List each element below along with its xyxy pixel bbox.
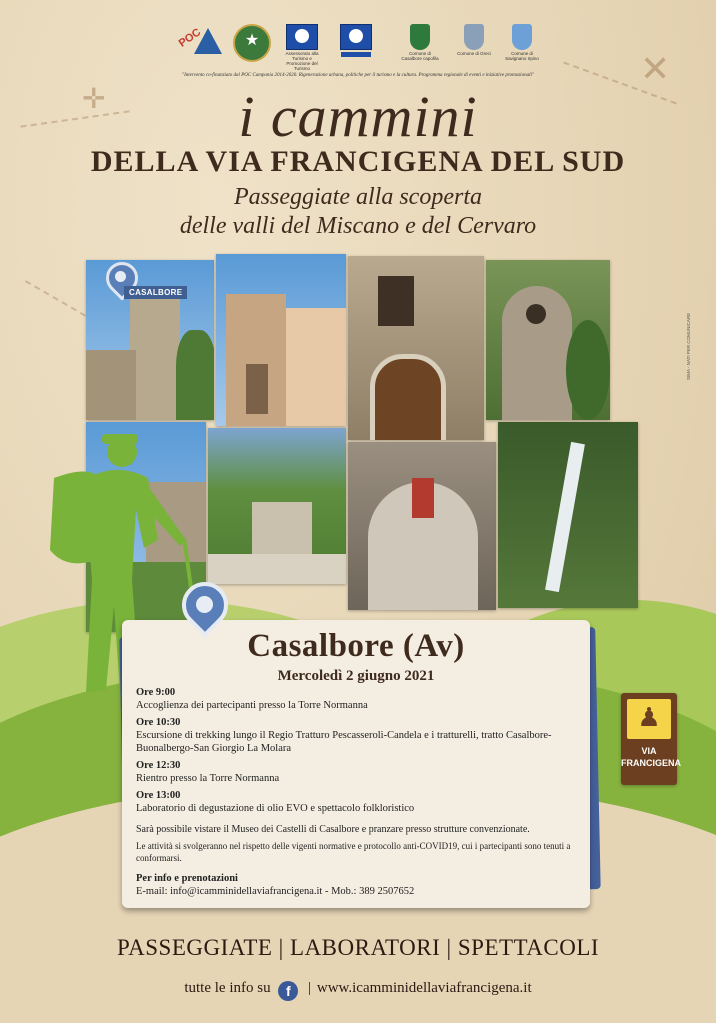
schedule-desc-3: Rientro presso la Torre Normanna bbox=[136, 773, 280, 784]
info-prefix: tutte le info su bbox=[184, 980, 271, 996]
activities-line: PASSEGGIATE | LABORATORI | SPETTACOLI bbox=[116, 935, 600, 960]
badge-label: VIA FRANCIGENA bbox=[621, 746, 681, 768]
photo-grotta-santuario bbox=[348, 442, 496, 610]
via-francigena-badge bbox=[621, 693, 681, 785]
tagline-line-2: delle valli del Miscano e del Cervaro bbox=[179, 213, 537, 239]
comune-savignano-stemma: Comune di Savignano Irpino bbox=[502, 24, 542, 62]
schedule-time-1: Ore 9:00 bbox=[136, 687, 176, 698]
comune-casalbore-stemma: Comune di Casalbore capofila bbox=[400, 24, 440, 62]
photo-chiesetta bbox=[486, 260, 610, 420]
schedule-desc-1: Accoglienza dei partecipanti presso la Torre Normanna bbox=[136, 700, 368, 711]
website-link[interactable]: www.icamminidellaviafrancigena.it bbox=[316, 980, 532, 996]
event-date: Mercoledì 2 giugno 2021 bbox=[277, 668, 435, 684]
footer-divider: | bbox=[308, 980, 312, 996]
location-tag: CASALBORE bbox=[124, 286, 187, 299]
info-heading: Per info e prenotazioni bbox=[136, 873, 238, 884]
photo-fontana bbox=[208, 428, 346, 584]
facebook-icon[interactable]: f bbox=[278, 981, 298, 1001]
x-mark-icon: ✕ bbox=[640, 48, 671, 89]
footer-info bbox=[0, 980, 716, 1001]
covid-note: Le attività si svolgeranno nel rispetto delle vigenti normative e protocollo anti-COVID19, cui i partecipanti sono tenuti a conformarsi. bbox=[136, 841, 571, 863]
repubblica-emblem-icon bbox=[232, 24, 272, 64]
photo-portale bbox=[348, 256, 484, 440]
event-place: Casalbore (Av) bbox=[247, 628, 465, 664]
poc-campania-logo: POC bbox=[172, 24, 224, 66]
credit-text: SIMA - NATI PER COMUNICARE bbox=[686, 312, 691, 380]
map-pin-icon bbox=[182, 582, 228, 628]
museum-note: Sarà possibile vistare il Museo dei Castelli di Casalbore e pranzare presso strutture convenzionate. bbox=[136, 824, 530, 835]
schedule-desc-2: Escursione di trekking lungo il Regio Tratturo Pescasseroli-Candela e i tratturelli, tratto Casalbore-Buonalbergo-San Giorgio La Molara bbox=[136, 730, 552, 754]
regione-campania-logo-1: Assessorato alla Turismo e Promozione del Turismo bbox=[282, 24, 322, 72]
funding-line: "Intervento co-finanziato dal POC Campania 2014-2020. Rigenerazione urbana, politiche per il turismo e la cultura. Programma regionale di eventi e iniziative promozionali" bbox=[182, 73, 534, 78]
event-program bbox=[136, 686, 582, 898]
schedule-time-3: Ore 12:30 bbox=[136, 760, 181, 771]
tagline bbox=[0, 183, 716, 241]
sponsor-logos bbox=[0, 10, 716, 80]
photo-palazzo bbox=[216, 254, 346, 426]
comune-greci-stemma: Comune di Greci bbox=[454, 24, 494, 57]
sub-title: DELLA VIA FRANCIGENA DEL SUD bbox=[90, 145, 626, 178]
tagline-line-1: Passeggiate alla scoperta bbox=[234, 184, 482, 210]
contact-line: E-mail: info@icamminidellaviafrancigena.it - Mob.: 389 2507652 bbox=[136, 886, 415, 897]
main-title: i cammini bbox=[238, 84, 478, 149]
schedule-desc-4: Laboratorio di degustazione di olio EVO e spettacolo folkloristico bbox=[136, 803, 415, 814]
plus-mark-icon: ✛ bbox=[82, 83, 106, 114]
photo-cascata bbox=[498, 422, 638, 608]
schedule-time-2: Ore 10:30 bbox=[136, 717, 181, 728]
regione-campania-logo-2 bbox=[336, 24, 376, 57]
pilgrim-icon bbox=[627, 699, 671, 739]
schedule-time-4: Ore 13:00 bbox=[136, 790, 181, 801]
